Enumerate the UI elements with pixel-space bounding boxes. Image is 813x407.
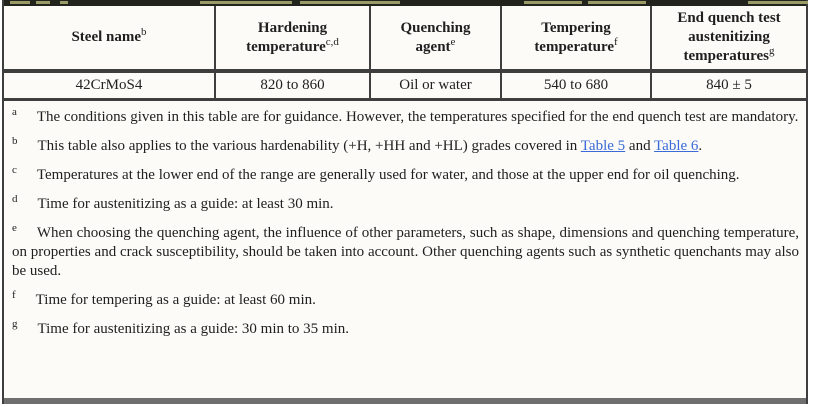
footnote-f-text: Time for tempering as a guide: at least 60 min. [35,292,316,308]
steel-properties-table [4,6,806,101]
cell-steel-name: 42CrMoS4 [4,71,215,100]
col-header-hardening-temperature: Hardening temperature$^{c,d}$ [215,6,370,71]
footnote-a-text: The conditions given in this table are for guidance. However, the temperatures specified for the end quench test are mandatory. [36,109,799,125]
footnote-marker-g: g [12,318,18,330]
footnote-b [12,137,799,156]
footnote-e-text: When choosing the quenching agent, the influence of other parameters, such as shape, dimensions and quenching temperature, on properties and crack susceptibility, should be taken into account. Other quenching agents such as synthetic quenchants may also be used. [12,225,799,279]
table-header-row [4,6,806,71]
col-header-end-quench-test: End quench test austenitizing temperatures$^g$ [651,6,806,71]
footnote-marker-e: e [12,222,17,234]
cell-tempering-temperature: 540 to 680 [501,71,651,100]
footnote-marker-d: d [12,193,18,205]
table-frame [2,0,808,404]
footnote-e [12,224,799,281]
footnote-a [12,108,799,127]
col-header-quenching-agent: Quenching agent$^e$ [370,6,501,71]
cell-quenching-agent: Oil or water [370,71,501,100]
footnote-b-text-mid: and [625,138,655,154]
footnote-b-text-post: . [698,138,703,154]
footnote-d [12,195,799,214]
table-5-link[interactable]: Table 5 [580,138,626,154]
footnote-marker-b: b [12,135,18,147]
footnote-section [4,101,806,398]
footnote-f [12,291,799,310]
footnote-ref-f: f [614,35,618,48]
footnote-marker-c: c [12,164,17,176]
footnote-marker-a: a [12,106,17,118]
footnote-c [12,166,799,185]
footnote-g [12,320,799,339]
footnote-g-text: Time for austenitizing as a guide: 30 min to 35 min. [37,321,349,337]
footnote-ref-g: g [769,45,775,57]
footnote-b-text-pre: This table also applies to the various hardenability (+H, +HH and +HL) grades covered in [37,138,581,154]
footnote-ref-e: e [450,35,456,48]
bottom-scan-bar [4,398,806,404]
footnote-c-text: Temperatures at the lower end of the range are generally used for water, and those at the upper end for oil quenching. [36,167,740,183]
cell-end-quench-temperature: 840 ± 5 [651,71,806,100]
footnote-ref-b: b [141,26,147,38]
footnote-d-text: Time for austenitizing as a guide: at least 30 min. [37,196,334,212]
cell-hardening-temperature: 820 to 860 [215,71,370,100]
col-header-tempering-temperature: Tempering temperature$^f$ [501,6,651,71]
footnote-ref-cd: c,d [325,35,339,48]
cropped-row-residue [4,0,806,6]
table-row [4,71,806,100]
col-header-steel-name: Steel name$^b$ [4,6,215,71]
footnote-marker-f: f [12,289,16,301]
table-6-link[interactable]: Table 6 [654,138,699,154]
